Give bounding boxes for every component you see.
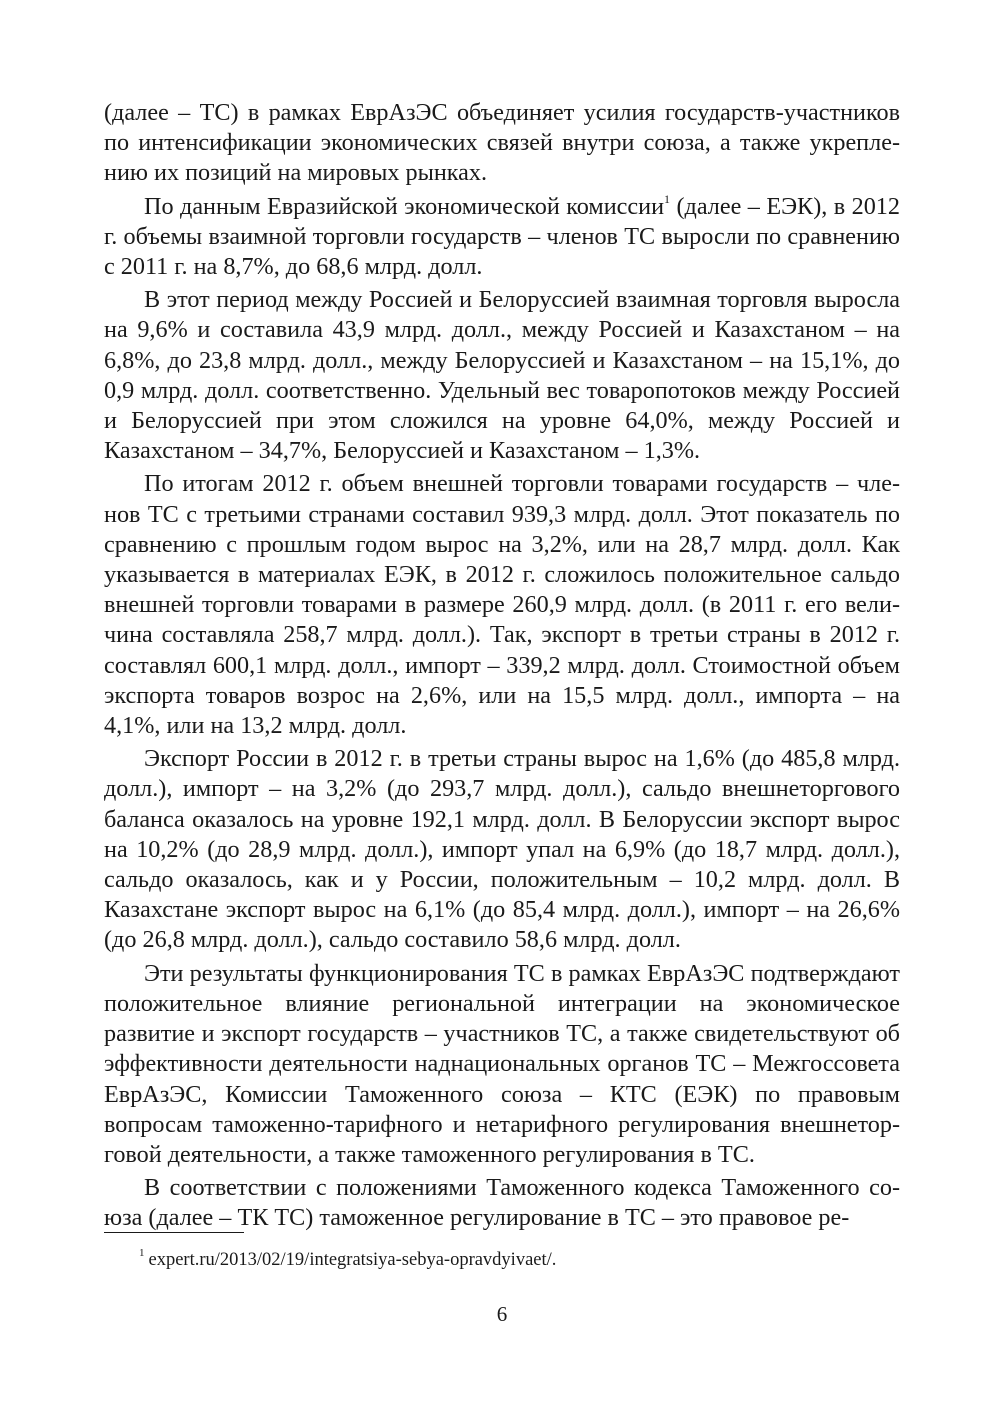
paragraph-2-rest: (далее – ЕЭК), в 2012 г. объемы взаимной торговли государств – членов ТС выросли по сравнению с 2011 г. на 8,7%, до 68,6 млрд. долл. [104, 192, 900, 281]
page-number: 6 [496, 1302, 508, 1326]
paragraph-4: По итогам 2012 г. объем внешней торговли товарами государств – членов ТС с третьими странами составил 939,3 млрд. долл. Этот показатель по сравнению с прошлым годом вырос на 3,2%, или на 28,7 млрд. долл. Как указывается в материалах ЕЭК, в 2012 г. сложилось положительное сальдо внешней торговли товарами в размере 260,9 млрд. долл. (в 2011 г. его величина составляла 258,7 млрд. долл.). Так, экспорт в третьи страны в 2012 г. составлял 600,1 млрд. долл., импорт – 339,2 млрд. долл. Стоимостной объем экспорта товаров возрос на 2,6%, или на 15,5 млрд. долл., импорта – на 4,1%, или на 13,2 млрд. долл. [104, 470, 900, 740]
footnote-link[interactable]: expert.ru/2013/02/19/integratsiya-sebya-opravdyivaet/. [148, 1250, 557, 1271]
paragraph-1: (далее – ТС) в рамках ЕврАзЭС объединяет усилия государств-участников по интенсификации экономических связей внутри союза, а также укреплению их позиций на мировых рынках. [104, 99, 900, 187]
footnote [139, 1243, 556, 1272]
paragraph-5: Экспорт России в 2012 г. в третьи страны вырос на 1,6% (до 485,8 млрд. долл.), импорт – на 3,2% (до 293,7 млрд. долл.), сальдо внешнеторгового баланса оказалось на уровне 192,1 млрд. долл. В Белоруссии экспорт вырос на 10,2% (до 28,9 млрд. долл.), импорт упал на 6,9% (до 18,7 млрд. долл.), сальдо оказалось, как и у России, положительным – 10,2 млрд. долл. В Казахстане экспорт вырос на 6,1% (до 85,4 млрд. долл.), импорт – на 26,6% (до 26,8 млрд. долл.), сальдо составило 58,6 млрд. долл. [104, 745, 900, 954]
footnote-reference[interactable]: 1 [664, 191, 671, 206]
paragraph-2 [104, 192, 900, 283]
footnote-number: 1 [139, 1247, 145, 1259]
paragraph-7: В соответствии с положениями Таможенного кодекса Таможенного союза (далее – ТК ТС) таможенное регулирование в ТС – это правовое ре- [104, 1174, 900, 1232]
footnote-separator [104, 1232, 244, 1233]
page-body [104, 98, 900, 1234]
paragraph-2-lead: По данным Евразийской экономической комиссии [144, 192, 665, 220]
paragraph-3: В этот период между Россией и Белоруссией взаимная торговля выросла на 9,6% и составила 43,9 млрд. долл., между Россией и Казахстаном – на 6,8%, до 23,8 млрд. долл., между Белоруссией и Казахстаном – на 15,1%, до 0,9 млрд. долл. соответственно. Удельный вес товаропотоков между Россией и Белоруссией при этом сложился на уровне 64,0%, между Россией и Казахстаном – 34,7%, Белоруссией и Казахстаном – 1,3%. [104, 286, 900, 465]
paragraph-6: Эти результаты функционирования ТС в рамках ЕврАзЭС подтверждают положительное влияние региональной интеграции на экономическое развитие и экспорт государств – участников ТС, а также свидетельствуют об эффективности деятельности наднациональных органов ТС – Межгоссовета ЕврАзЭС, Комиссии Таможенного союза – КТС (ЕЭК) по правовым вопросам таможенно-тарифного и нетарифного регулирования внешнеторговой деятельности, а также таможенного регулирования в ТС. [104, 959, 900, 1168]
